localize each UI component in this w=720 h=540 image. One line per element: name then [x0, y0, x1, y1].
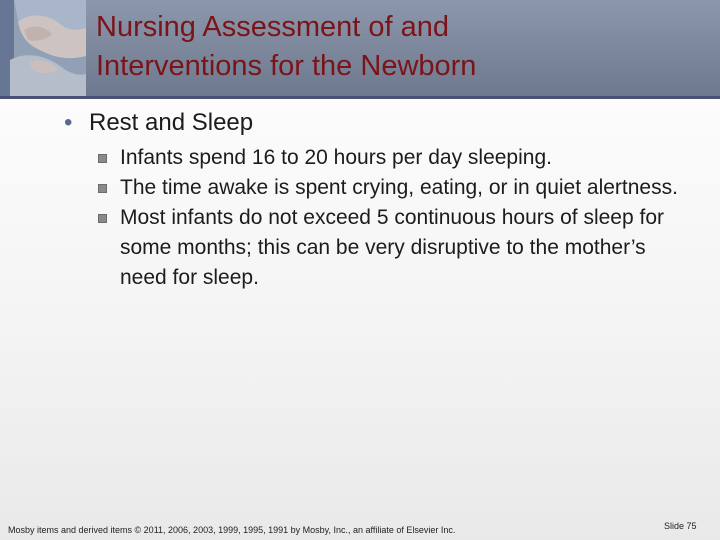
sub-bullet-item	[98, 173, 698, 203]
slide-number: Slide 75	[664, 521, 697, 531]
title-line-2: Interventions for the Newborn	[96, 50, 477, 82]
square-bullet-icon	[98, 154, 107, 163]
square-bullet-icon	[98, 184, 107, 193]
square-bullet-icon	[98, 214, 107, 223]
bullet-dot-icon: •	[64, 109, 73, 136]
header-divider	[0, 96, 720, 99]
sub-bullet-text: Most infants do not exceed 5 continuous hours of sleep for some months; this can be very disruptive to the mother’s need for sleep.	[120, 206, 665, 289]
sub-bullet-item	[98, 143, 698, 173]
header-photo	[0, 0, 86, 96]
sub-bullet-text: Infants spend 16 to 20 hours per day sleeping.	[120, 146, 552, 169]
sub-bullet-text: The time awake is spent crying, eating, or in quiet alertness.	[120, 176, 678, 199]
title-line-1: Nursing Assessment of and	[96, 11, 450, 43]
sub-bullet-item	[98, 203, 698, 293]
slide-title	[96, 8, 716, 86]
main-bullet-text: Rest and Sleep	[89, 109, 254, 136]
sub-bullet-list	[98, 143, 698, 293]
header-bar	[0, 0, 720, 96]
footer-copyright: Mosby items and derived items © 2011, 2006, 2003, 1999, 1995, 1991 by Mosby, Inc., an affiliate of Elsevier Inc.	[8, 525, 456, 535]
